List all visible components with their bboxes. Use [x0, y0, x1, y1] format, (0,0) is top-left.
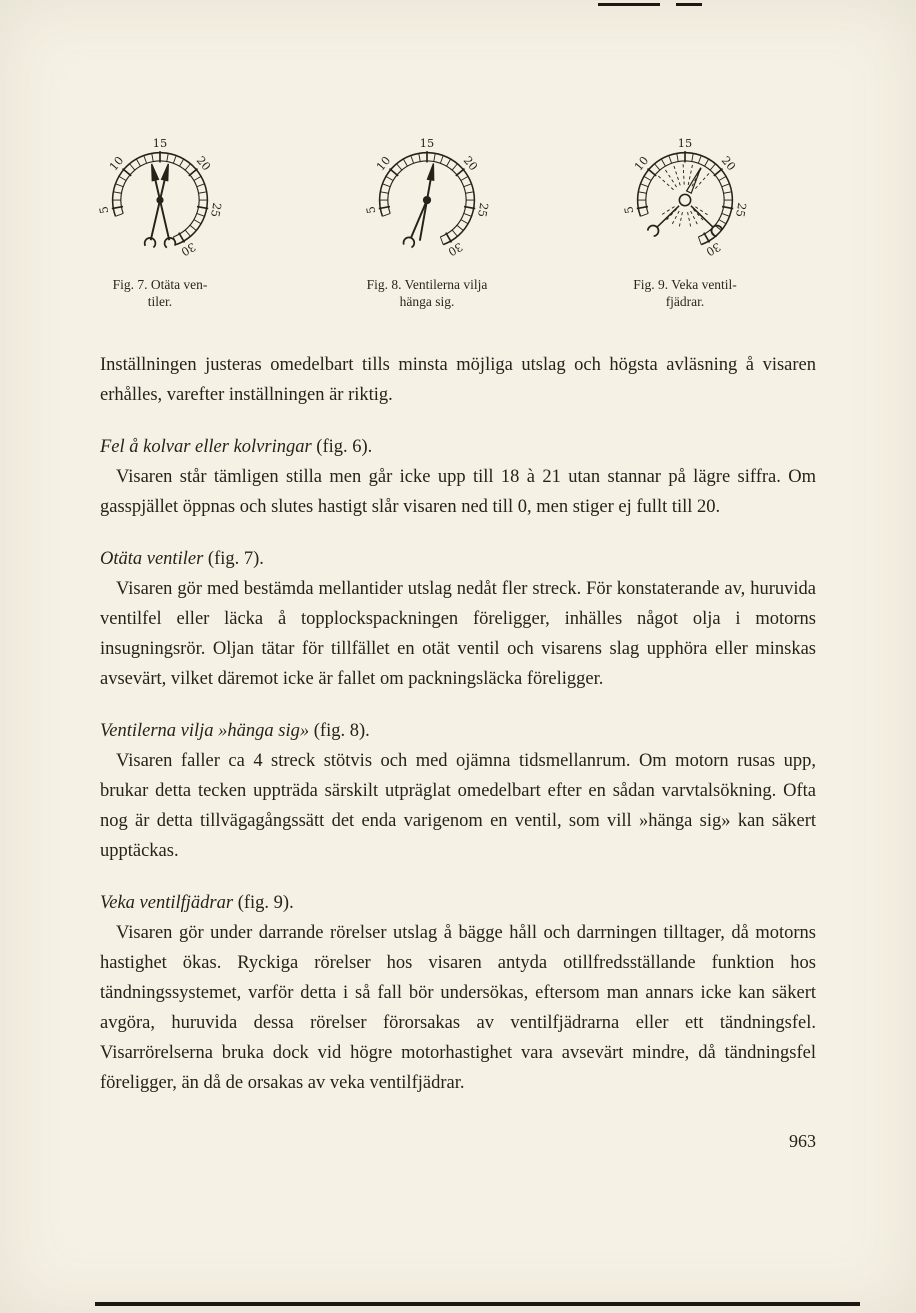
needle-arrowhead — [162, 164, 169, 181]
gauge-tick — [644, 176, 651, 180]
gauge-tick — [698, 156, 701, 164]
section-heading-otata-ventiler — [100, 544, 816, 574]
gauge-tick — [411, 156, 414, 164]
figure-7 — [75, 130, 245, 310]
needle-arrowhead — [427, 164, 433, 181]
figure-8 — [342, 130, 512, 310]
gauge-scale-label: 15 — [152, 136, 168, 150]
section-heading-kolvar — [100, 432, 816, 462]
gauge-tick — [719, 176, 726, 180]
gauge-scale-label: 20 — [460, 153, 481, 174]
figure-8-caption — [367, 276, 488, 310]
gauge-tick — [722, 213, 730, 216]
gauge-tick — [179, 233, 185, 243]
gauge-tick — [123, 169, 132, 176]
gauge-scale-label: 20 — [193, 153, 214, 174]
gauge-tick — [452, 164, 457, 170]
gauge-tick — [464, 213, 472, 216]
gauge-tick — [464, 184, 472, 187]
gauge-tick — [180, 159, 184, 166]
gauge-scale-label: 15 — [677, 136, 693, 150]
gauge-tick — [390, 169, 399, 176]
heading-text: Veka ventilfjädrar — [100, 893, 234, 913]
gauge-scale-label: 30 — [703, 239, 724, 260]
caption-line: Fig. 7. Otäta ven- — [112, 277, 208, 292]
gauge-scale-label: 15 — [419, 136, 435, 150]
gauge-tick — [456, 169, 465, 176]
gauge-scale-label: 5 — [96, 205, 112, 215]
gauge-tick — [144, 156, 147, 164]
figure-reference: (fig. 6). — [316, 437, 373, 457]
vibration-ray — [658, 176, 673, 190]
needle-hub — [156, 196, 163, 203]
gauge-tick — [167, 153, 168, 161]
figure-reference: (fig. 7). — [207, 549, 264, 569]
gauge-scale-label: 10 — [631, 153, 652, 174]
scan-artifact-top — [598, 3, 660, 6]
gauge-tick — [452, 230, 457, 236]
gauge-scale-label: 20 — [718, 153, 739, 174]
figure-reference: (fig. 9). — [237, 893, 294, 913]
section-body-veka-ventilfjadrar: Visaren gör under darrande rörelser utslag å bägge håll och darrningen tilltager, då motorns hastighet ökas. Ryckiga rörelser hos visaren antyda otillfredsställande funktion hos tändningssystemet, varför detta i så fall bör undersökas, eftersom man annars icke kan säkert avgöra, huruvida dessa rörelser förorsakas av ventilfjädrarna eller ett tändningsfel. Visarrörelserna bruka dock vid högre motorhastighet vara avsevärt mindre, då tändningsfel föreligger, än då de orsakas av veka ventilfjädrar. — [100, 923, 816, 1093]
vibration-ray — [672, 211, 679, 225]
gauge-scale-label: 30 — [178, 239, 199, 260]
gauge-dial-fig7 — [90, 130, 230, 266]
gauge-tick — [640, 184, 648, 187]
page-number: 963 — [789, 1131, 816, 1151]
gauge-tick — [710, 164, 715, 170]
vibration-ray — [674, 166, 680, 186]
gauge-tick — [466, 192, 474, 193]
section-body-kolvar: Visaren står tämligen stilla men går icke upp till 18 à 21 utan stannar på lägre siffra. Om gasspjället öppnas och slutes hastigt slår visaren ned till 0, men stiger ej fullt till 20. — [100, 467, 816, 517]
wrench-jaw-icon — [404, 237, 415, 248]
gauge-tick — [461, 176, 468, 180]
heading-text: Fel å kolvar eller kolvringar — [100, 437, 312, 457]
gauge-tick — [440, 237, 443, 245]
gauge-tick — [722, 184, 730, 187]
gauge-scale-label: 30 — [445, 239, 466, 260]
vibration-ray — [691, 211, 698, 225]
needle-arrowhead — [152, 164, 159, 181]
gauge-tick — [677, 153, 678, 161]
gauge-scale-label: 25 — [733, 201, 750, 219]
section-body-otata-ventiler: Visaren gör med bestämda mellantider utslag nedåt fler streck. För konstaterande av, huruvida ventilfel eller läcka å topplockspackningen föreligger, inhälles något olja i motorns insugningsrör. Oljan tätar för tillfället en otät ventil och visarens slag upphöra eller minskas avsevärt, vilket däremot icke är fallet om packningsläcka föreligger. — [100, 579, 816, 689]
gauge-tick — [115, 184, 123, 187]
gauge-scale-label: 10 — [106, 153, 127, 174]
gauge-tick — [447, 159, 451, 166]
figure-reference: (fig. 8). — [313, 721, 370, 741]
gauge-tick — [382, 213, 390, 216]
gauge-scale-label: 5 — [363, 205, 379, 215]
gauge-tick — [380, 192, 388, 193]
gauge-tick — [655, 164, 660, 170]
gauge-dial — [637, 151, 733, 244]
caption-line: tiler. — [147, 294, 173, 309]
caption-line: Fig. 8. Ventilerna vilja — [366, 277, 488, 292]
gauge-tick — [119, 176, 126, 180]
heading-text: Ventilerna vilja »hänga sig» — [100, 721, 310, 741]
caption-line: hänga sig. — [399, 294, 455, 309]
gauge-tick — [669, 156, 672, 164]
gauge-dial — [112, 151, 208, 248]
scan-artifact-bottom — [95, 1302, 860, 1306]
gauge-tick — [130, 164, 135, 170]
body-text — [100, 350, 816, 1156]
gauge-tick — [173, 156, 176, 164]
vibration-ray — [688, 212, 691, 227]
figure-9-caption — [633, 276, 737, 310]
gauge-scale-label: 25 — [475, 201, 492, 219]
needle-shaft — [420, 180, 431, 241]
gauge-scale-label: 25 — [208, 201, 225, 219]
gauge-tick — [714, 169, 723, 176]
section-heading-veka-ventilfjadrar — [100, 888, 816, 918]
heading-text: Otäta ventiler — [100, 549, 204, 569]
gauge-tick — [194, 176, 201, 180]
gauge-tick — [461, 220, 468, 224]
figure-7-caption — [113, 276, 208, 310]
gauge-tick — [397, 164, 402, 170]
figure-9 — [600, 130, 770, 310]
scan-artifact-top-2 — [676, 3, 702, 6]
gauge-tick — [698, 237, 701, 245]
gauge-dial — [379, 151, 475, 248]
gauge-tick — [382, 184, 390, 187]
gauge-tick — [434, 153, 435, 161]
gauge-dial-fig9 — [615, 130, 755, 266]
intro-paragraph: Inställningen justeras omedelbart tills minsta möjliga utslag och högsta avläsning å visaren erhålles, varefter inställningen är riktig. — [100, 355, 816, 405]
gauge-tick — [446, 233, 452, 243]
section-heading-hanga-sig — [100, 716, 816, 746]
gauge-tick — [194, 220, 201, 224]
gauge-tick — [190, 225, 196, 230]
gauge-tick — [197, 184, 205, 187]
outline-needle — [687, 168, 701, 194]
gauge-tick — [440, 156, 443, 164]
gauge-tick — [704, 233, 710, 243]
vibration-ray — [683, 164, 684, 185]
gauge-tick — [724, 192, 732, 193]
gauge-tick — [648, 169, 657, 176]
gauge-tick — [152, 153, 153, 161]
needle-hub — [423, 196, 431, 204]
wrench-jaw-icon — [648, 225, 659, 236]
wrench-handle — [691, 206, 713, 227]
gauge-tick — [419, 153, 420, 161]
gauge-tick — [199, 192, 207, 193]
vibration-ray — [679, 212, 682, 227]
gauge-tick — [113, 192, 121, 193]
caption-line: fjädrar. — [665, 294, 705, 309]
gauge-tick — [189, 169, 198, 176]
gauge-tick — [185, 230, 190, 236]
gauge-tick — [386, 176, 393, 180]
needle-hub-open — [679, 194, 690, 205]
gauge-tick — [115, 213, 123, 216]
gauge-tick — [403, 159, 407, 166]
gauge-tick — [719, 220, 726, 224]
gauge-scale-label: 5 — [621, 205, 637, 215]
gauge-tick — [197, 213, 205, 216]
gauge-dial-fig8 — [357, 130, 497, 266]
gauge-tick — [661, 159, 665, 166]
gauge-tick — [185, 164, 190, 170]
gauge-tick — [692, 153, 693, 161]
gauge-tick — [457, 225, 463, 230]
gauge-tick — [640, 213, 648, 216]
gauge-tick — [136, 159, 140, 166]
caption-line: Fig. 9. Veka ventil- — [633, 277, 737, 292]
gauge-scale-label: 10 — [373, 153, 394, 174]
section-body-hanga-sig: Visaren faller ca 4 streck stötvis och med ojämna tidsmellanrum. Om motorn rusas upp, brukar detta tecken uppträda särskilt utpräglat omedelbart efter en sådan varvtalsökning. Ofta nog är detta tillvägagångssätt det enda varigenom en ventil, som vill »hänga sig» kan säkert upptäckas. — [100, 751, 816, 861]
gauge-tick — [705, 159, 709, 166]
gauge-tick — [638, 192, 646, 193]
